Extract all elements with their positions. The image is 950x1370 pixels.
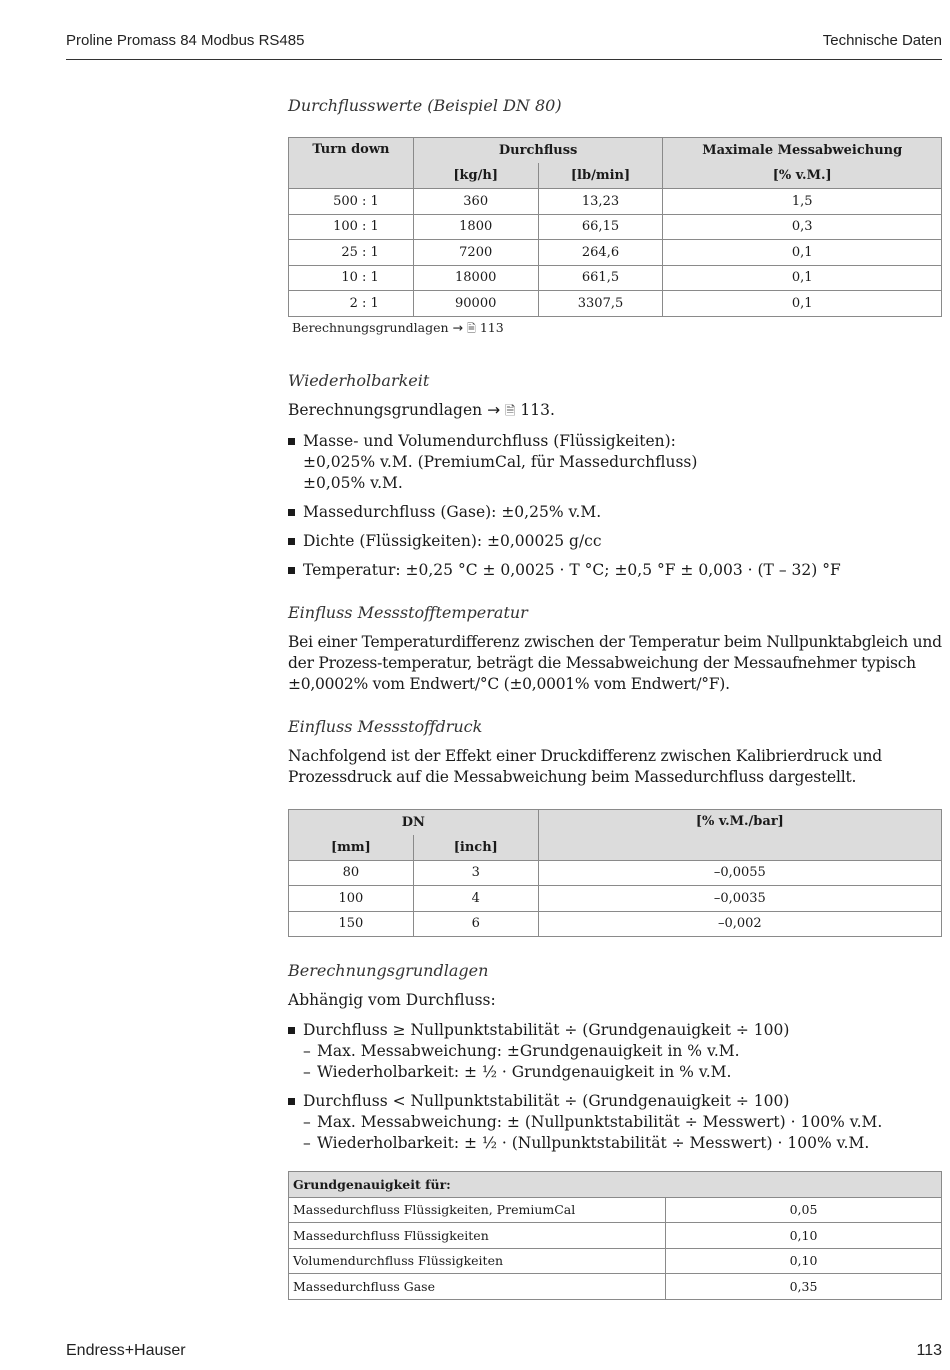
- cell-error: 0,1: [663, 291, 942, 317]
- col-pressure-value: [% v.M./bar]: [538, 809, 941, 860]
- footer-page-number: 113: [916, 1342, 942, 1359]
- calc-bullet-list: [288, 1020, 942, 1154]
- cell-value: 0,05: [666, 1197, 942, 1223]
- note-text: Berechnungsgrundlagen: [292, 319, 449, 335]
- list-item: [288, 560, 942, 581]
- pressure-table: [288, 809, 942, 938]
- table-row: [289, 1274, 942, 1300]
- repeat-section-title: Wiederholbarkeit: [288, 370, 430, 390]
- cell-value: 0,35: [666, 1274, 942, 1300]
- unit-mm: [mm]: [289, 835, 414, 861]
- bullet-line: Temperatur: ±0,25 °C ± 0,0025 · T °C; ±0,5 °F ± 0,003 · (T – 32) °F: [303, 560, 841, 579]
- base-accuracy-header: Grundgenauigkeit für:: [289, 1172, 942, 1198]
- pressure-section-text: Nachfolgend ist der Effekt einer Druckdifferenz zwischen Kalibrierdruck und Prozessdruck auf die Messabweichung beim Massedurchfluss dargestellt.: [288, 746, 883, 786]
- cell-inch: 6: [413, 911, 538, 937]
- cell-turndown: 10 : 1: [289, 265, 414, 291]
- list-item: [288, 1020, 942, 1083]
- cell-error: 0,3: [663, 214, 942, 240]
- cell-lbmin: 13,23: [538, 189, 663, 215]
- cell-inch: 3: [413, 860, 538, 886]
- table-row: [289, 860, 942, 886]
- table-row: [289, 291, 942, 317]
- temp-section-title: Einfluss Messstofftemperatur: [288, 602, 528, 622]
- cell-label: Massedurchfluss Gase: [289, 1274, 666, 1300]
- unit-inch: [inch]: [413, 835, 538, 861]
- cell-value: –0,0055: [538, 860, 941, 886]
- cell-lbmin: 66,15: [538, 214, 663, 240]
- arrow-right-icon: →: [452, 319, 464, 335]
- repeat-intro-text: Berechnungsgrundlagen: [288, 400, 483, 419]
- table-row: [289, 240, 942, 266]
- bullet-line: ±0,05% v.M.: [303, 473, 403, 492]
- unit-kgh: [kg/h]: [413, 163, 538, 189]
- cell-kgh: 18000: [413, 265, 538, 291]
- cell-mm: 80: [289, 860, 414, 886]
- bullet-square-icon: [288, 1098, 295, 1105]
- dash-marker: –: [303, 1113, 311, 1131]
- cell-turndown: 2 : 1: [289, 291, 414, 317]
- repeat-bullet-list: [288, 431, 942, 581]
- list-item: [288, 531, 942, 552]
- cell-lbmin: 661,5: [538, 265, 663, 291]
- cell-error: 1,5: [663, 189, 942, 215]
- col-error: Maximale Messabweichung: [663, 138, 942, 164]
- bullet-square-icon: [288, 1027, 295, 1034]
- bullet-line: Dichte (Flüssigkeiten): ±0,00025 g/cc: [303, 531, 602, 550]
- note-page-link[interactable]: 113: [479, 319, 504, 335]
- bullet-line: Masse- und Volumendurchfluss (Flüssigkeiten):: [303, 431, 676, 450]
- bullet-square-icon: [288, 509, 295, 516]
- cell-label: Volumendurchfluss Flüssigkeiten: [289, 1248, 666, 1274]
- bullet-line: ±0,025% v.M. (PremiumCal, für Massedurchfluss): [303, 452, 698, 471]
- cell-mm: 100: [289, 886, 414, 912]
- calc-intro: Abhängig vom Durchfluss:: [288, 991, 496, 1009]
- header-chapter: Technische Daten: [822, 32, 942, 49]
- main-content: [288, 96, 942, 1300]
- base-accuracy-table: [288, 1171, 942, 1300]
- bullet-text: Durchfluss ≥ Nullpunktstabilität ÷ (Grundgenauigkeit ÷ 100): [303, 1021, 790, 1039]
- cell-turndown: 500 : 1: [289, 189, 414, 215]
- bullet-square-icon: [288, 567, 295, 574]
- sub-item-text: Wiederholbarkeit: ± ½ · Grundgenauigkeit in % v.M.: [317, 1063, 732, 1081]
- table-row: [289, 265, 942, 291]
- cell-value: 0,10: [666, 1223, 942, 1249]
- col-dn: DN: [289, 809, 539, 835]
- sub-list-item: [303, 1112, 942, 1133]
- sub-list: [303, 1041, 942, 1083]
- cell-turndown: 25 : 1: [289, 240, 414, 266]
- cell-label: Massedurchfluss Flüssigkeiten, PremiumCal: [289, 1197, 666, 1223]
- table-row: [289, 214, 942, 240]
- sub-item-text: Wiederholbarkeit: ± ½ · (Nullpunktstabilität ÷ Messwert) · 100% v.M.: [317, 1134, 870, 1152]
- cell-label: Massedurchfluss Flüssigkeiten: [289, 1223, 666, 1249]
- page-ref-icon: 🗎: [467, 321, 476, 335]
- bullet-text: Durchfluss < Nullpunktstabilität ÷ (Grundgenauigkeit ÷ 100): [303, 1092, 790, 1110]
- cell-value: –0,002: [538, 911, 941, 937]
- sub-list-item: [303, 1133, 942, 1154]
- cell-mm: 150: [289, 911, 414, 937]
- flow-table-note: [288, 320, 942, 339]
- col-turndown: Turn down: [289, 138, 414, 189]
- list-item: [288, 502, 942, 523]
- sub-item-text: Max. Messabweichung: ± (Nullpunktstabilität ÷ Messwert) · 100% v.M.: [317, 1113, 883, 1131]
- flow-section-title: Durchflusswerte (Beispiel DN 80): [288, 96, 562, 115]
- calc-section-title: Berechnungsgrundlagen: [288, 961, 489, 980]
- bullet-square-icon: [288, 538, 295, 545]
- cell-lbmin: 3307,5: [538, 291, 663, 317]
- header-doc-title: Proline Promass 84 Modbus RS485: [66, 32, 305, 49]
- list-item: [288, 431, 942, 494]
- table-row: [289, 886, 942, 912]
- dash-marker: –: [303, 1063, 311, 1081]
- sub-list-item: [303, 1041, 942, 1062]
- col-flow: Durchfluss: [413, 138, 663, 164]
- header-rule: [66, 59, 942, 60]
- cell-turndown: 100 : 1: [289, 214, 414, 240]
- page-ref-icon: 🗎: [505, 403, 516, 419]
- unit-lbmin: [lb/min]: [538, 163, 663, 189]
- cell-kgh: 90000: [413, 291, 538, 317]
- footer-brand: Endress+Hauser: [66, 1342, 186, 1359]
- cell-value: 0,10: [666, 1248, 942, 1274]
- table-row: [289, 911, 942, 937]
- table-row: [289, 1248, 942, 1274]
- cell-kgh: 7200: [413, 240, 538, 266]
- temp-section-text: Bei einer Temperaturdifferenz zwischen der Temperatur beim Nullpunktabgleich und der Prozess-temperatur, beträgt die Messabweichung der Messaufnehmer typisch ±0,0002% vom Endwert/°C (±0,0001% vom Endwert/°F).: [288, 632, 942, 693]
- list-item: [288, 1091, 942, 1154]
- pressure-section-title: Einfluss Messstoffdruck: [288, 716, 483, 736]
- cell-kgh: 1800: [413, 214, 538, 240]
- sub-list: [303, 1112, 942, 1154]
- table-row: [289, 189, 942, 215]
- flow-table: [288, 137, 942, 317]
- sub-item-text: Max. Messabweichung: ±Grundgenauigkeit in % v.M.: [317, 1042, 740, 1060]
- table-row: [289, 1197, 942, 1223]
- table-row: [289, 1223, 942, 1249]
- cell-lbmin: 264,6: [538, 240, 663, 266]
- repeat-intro: [288, 400, 942, 422]
- cell-inch: 4: [413, 886, 538, 912]
- bullet-line: Massedurchfluss (Gase): ±0,25% v.M.: [303, 502, 602, 521]
- unit-vm: [% v.M.]: [663, 163, 942, 189]
- repeat-intro-page-link[interactable]: 113.: [520, 400, 555, 419]
- cell-kgh: 360: [413, 189, 538, 215]
- arrow-right-icon: →: [487, 400, 501, 419]
- cell-value: –0,0035: [538, 886, 941, 912]
- dash-marker: –: [303, 1042, 311, 1060]
- cell-error: 0,1: [663, 265, 942, 291]
- dash-marker: –: [303, 1134, 311, 1152]
- cell-error: 0,1: [663, 240, 942, 266]
- sub-list-item: [303, 1062, 942, 1083]
- bullet-square-icon: [288, 438, 295, 445]
